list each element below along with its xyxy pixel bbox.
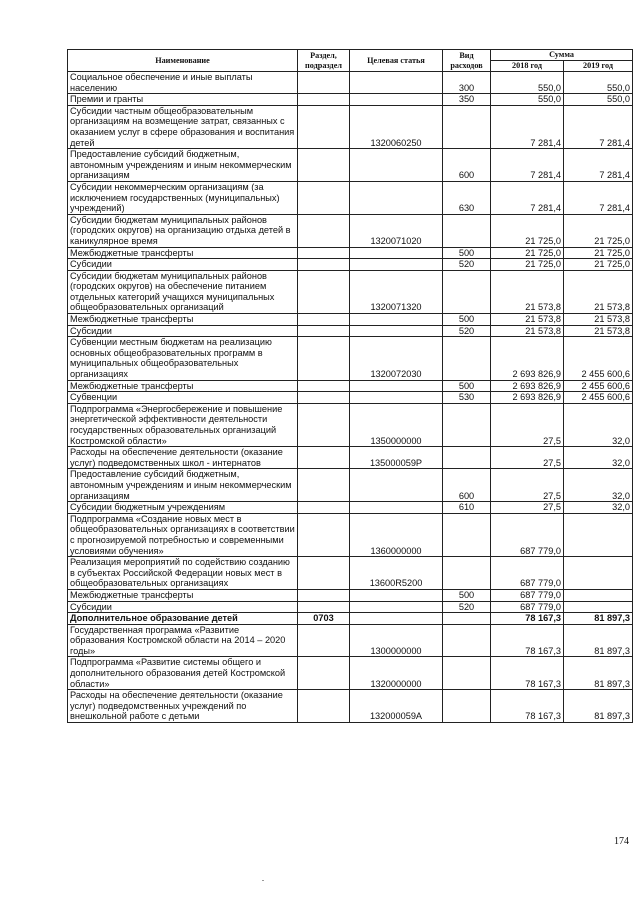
table-row [68, 447, 633, 469]
cell-type: 500 [443, 314, 491, 326]
cell-section [298, 447, 350, 469]
table-row [68, 469, 633, 502]
cell-article [350, 72, 443, 94]
table-row [68, 94, 633, 106]
table-row [68, 270, 633, 313]
cell-article: 132000059А [350, 690, 443, 723]
cell-2019: 32,0 [564, 469, 633, 502]
table-row [68, 105, 633, 148]
table-row [68, 624, 633, 657]
cell-article [350, 392, 443, 404]
cell-article: 135000059Р [350, 447, 443, 469]
table-row [68, 557, 633, 590]
cell-2018: 78 167,3 [491, 613, 564, 625]
cell-article [350, 469, 443, 502]
cell-section [298, 557, 350, 590]
cell-type: 600 [443, 149, 491, 182]
cell-2018: 21 573,8 [491, 270, 564, 313]
cell-section [298, 513, 350, 556]
cell-type: 500 [443, 247, 491, 259]
cell-type [443, 557, 491, 590]
header-type: Вид расходов [443, 50, 491, 72]
header-sum: Сумма [491, 50, 633, 61]
cell-2018: 687 779,0 [491, 589, 564, 601]
cell-2018: 78 167,3 [491, 624, 564, 657]
table-row [68, 589, 633, 601]
cell-2018: 21 573,8 [491, 325, 564, 337]
cell-2019: 21 573,8 [564, 325, 633, 337]
cell-name: Дополнительное образование детей [68, 613, 298, 625]
cell-name: Субсидии [68, 601, 298, 613]
cell-name: Субсидии бюджетным учреждениям [68, 502, 298, 514]
cell-type: 520 [443, 325, 491, 337]
cell-2019: 7 281,4 [564, 105, 633, 148]
cell-2018: 550,0 [491, 72, 564, 94]
cell-2018: 78 167,3 [491, 690, 564, 723]
table-row [68, 380, 633, 392]
cell-name: Государственная программа «Развитие образования Костромской области на 2014 – 2020 годы» [68, 624, 298, 657]
cell-2019: 21 725,0 [564, 214, 633, 247]
cell-section [298, 337, 350, 380]
header-article: Целевая статья [350, 50, 443, 72]
cell-2018: 27,5 [491, 502, 564, 514]
cell-article: 1360000000 [350, 513, 443, 556]
cell-name: Субсидии бюджетам муниципальных районов (городских округов) на обеспечение питанием отдельных категорий учащихся муниципальных общеобразовательных организаций [68, 270, 298, 313]
cell-section [298, 624, 350, 657]
cell-2019: 7 281,4 [564, 149, 633, 182]
cell-2019: 32,0 [564, 502, 633, 514]
cell-2019: 21 573,8 [564, 314, 633, 326]
cell-article [350, 502, 443, 514]
cell-2018: 21 725,0 [491, 247, 564, 259]
cell-name: Расходы на обеспечение деятельности (оказание услуг) подведомственных школ - интернатов [68, 447, 298, 469]
cell-article [350, 589, 443, 601]
table-row [68, 657, 633, 690]
cell-section [298, 601, 350, 613]
cell-2018: 687 779,0 [491, 557, 564, 590]
cell-type: 500 [443, 589, 491, 601]
cell-article: 1320072030 [350, 337, 443, 380]
cell-type: 520 [443, 259, 491, 271]
table-row [68, 314, 633, 326]
cell-article: 1320000000 [350, 657, 443, 690]
cell-section [298, 72, 350, 94]
cell-2019: 2 455 600,6 [564, 392, 633, 404]
cell-2018: 2 693 826,9 [491, 380, 564, 392]
cell-name: Межбюджетные трансферты [68, 380, 298, 392]
cell-article [350, 149, 443, 182]
header-name: Наименование [68, 50, 298, 72]
cell-article [350, 259, 443, 271]
cell-section [298, 589, 350, 601]
cell-section [298, 657, 350, 690]
cell-type: 520 [443, 601, 491, 613]
cell-name: Межбюджетные трансферты [68, 314, 298, 326]
cell-section [298, 314, 350, 326]
table-row [68, 325, 633, 337]
table-row [68, 613, 633, 625]
cell-section [298, 259, 350, 271]
cell-section [298, 403, 350, 446]
cell-type [443, 513, 491, 556]
cell-article: 1320071320 [350, 270, 443, 313]
cell-article [350, 181, 443, 214]
cell-section: 0703 [298, 613, 350, 625]
cell-section [298, 502, 350, 514]
cell-section [298, 469, 350, 502]
cell-2019: 2 455 600,6 [564, 337, 633, 380]
table-row [68, 337, 633, 380]
cell-2018: 21 725,0 [491, 214, 564, 247]
cell-2019 [564, 601, 633, 613]
cell-name: Предоставление субсидий бюджетным, автономным учреждениям и иным некоммерческим организациям [68, 149, 298, 182]
cell-section [298, 94, 350, 106]
cell-article: 1320060250 [350, 105, 443, 148]
cell-article: 13600R5200 [350, 557, 443, 590]
cell-type [443, 337, 491, 380]
cell-2019: 21 725,0 [564, 259, 633, 271]
cell-name: Реализация мероприятий по содействию созданию в субъектах Российской Федерации новых мест в общеобразовательных организациях [68, 557, 298, 590]
cell-type [443, 624, 491, 657]
cell-2018: 687 779,0 [491, 513, 564, 556]
table-row [68, 259, 633, 271]
cell-section [298, 181, 350, 214]
cell-type [443, 214, 491, 247]
cell-2018: 7 281,4 [491, 181, 564, 214]
cell-name: Подпрограмма «Развитие системы общего и дополнительного образования детей Костромской области» [68, 657, 298, 690]
table-row [68, 690, 633, 723]
cell-type [443, 270, 491, 313]
table-row [68, 502, 633, 514]
cell-2019: 7 281,4 [564, 181, 633, 214]
cell-2019: 21 573,8 [564, 270, 633, 313]
cell-2018: 21 725,0 [491, 259, 564, 271]
cell-type [443, 613, 491, 625]
cell-article [350, 247, 443, 259]
cell-name: Субвенции местным бюджетам на реализацию основных общеобразовательных программ в муниципальных общеобразовательных организациях [68, 337, 298, 380]
cell-2019: 550,0 [564, 72, 633, 94]
cell-2018: 2 693 826,9 [491, 337, 564, 380]
table-row [68, 214, 633, 247]
cell-article [350, 613, 443, 625]
table-row [68, 247, 633, 259]
table-row [68, 149, 633, 182]
cell-2019 [564, 589, 633, 601]
cell-article [350, 325, 443, 337]
cell-2019: 550,0 [564, 94, 633, 106]
cell-2019: 32,0 [564, 403, 633, 446]
cell-2018: 687 779,0 [491, 601, 564, 613]
cell-2019: 81 897,3 [564, 613, 633, 625]
cell-name: Подпрограмма «Создание новых мест в общеобразовательных организациях в соответствии с прогнозируемой потребностью и современными условиями обучения» [68, 513, 298, 556]
table-row [68, 72, 633, 94]
cell-2019 [564, 513, 633, 556]
cell-name: Подпрограмма «Энергосбережение и повышение энергетической эффективности деятельности государственных образовательных организаций Костромской области» [68, 403, 298, 446]
cell-section [298, 325, 350, 337]
cell-type [443, 690, 491, 723]
cell-name: Межбюджетные трансферты [68, 247, 298, 259]
cell-2019: 21 725,0 [564, 247, 633, 259]
cell-2019: 81 897,3 [564, 624, 633, 657]
cell-name: Субсидии [68, 325, 298, 337]
table-row [68, 513, 633, 556]
cell-name: Расходы на обеспечение деятельности (оказание услуг) подведомственных учреждений по внешкольной работе с детьми [68, 690, 298, 723]
cell-2018: 550,0 [491, 94, 564, 106]
cell-type [443, 447, 491, 469]
cell-article [350, 601, 443, 613]
cell-type: 350 [443, 94, 491, 106]
cell-2018: 27,5 [491, 469, 564, 502]
table-row [68, 392, 633, 404]
cell-name: Субвенции [68, 392, 298, 404]
cell-type [443, 403, 491, 446]
cell-type [443, 657, 491, 690]
cell-2018: 21 573,8 [491, 314, 564, 326]
cell-2019: 81 897,3 [564, 657, 633, 690]
cell-name: Социальное обеспечение и иные выплаты населению [68, 72, 298, 94]
cell-name: Межбюджетные трансферты [68, 589, 298, 601]
cell-2018: 27,5 [491, 447, 564, 469]
cell-type: 300 [443, 72, 491, 94]
cell-2019: 81 897,3 [564, 690, 633, 723]
budget-table [67, 49, 633, 723]
cell-type: 600 [443, 469, 491, 502]
cell-type: 500 [443, 380, 491, 392]
cell-name: Субсидии частным общеобразовательным организациям на возмещение затрат, связанных с оказанием услуг в сфере образования и воспитания детей [68, 105, 298, 148]
cell-2019: 32,0 [564, 447, 633, 469]
table-row [68, 181, 633, 214]
cell-type: 610 [443, 502, 491, 514]
cell-name: Предоставление субсидий бюджетным, автономным учреждениям и иным некоммерческим организациям [68, 469, 298, 502]
cell-article: 1320071020 [350, 214, 443, 247]
cell-article: 1350000000 [350, 403, 443, 446]
cell-type: 530 [443, 392, 491, 404]
cell-2019 [564, 557, 633, 590]
table-row [68, 403, 633, 446]
cell-section [298, 690, 350, 723]
header-year-2018: 2018 год [491, 61, 564, 72]
cell-2019: 2 455 600,6 [564, 380, 633, 392]
cell-2018: 27,5 [491, 403, 564, 446]
cell-section [298, 149, 350, 182]
table-row [68, 601, 633, 613]
cell-section [298, 380, 350, 392]
cell-2018: 78 167,3 [491, 657, 564, 690]
cell-article: 1300000000 [350, 624, 443, 657]
cell-article [350, 380, 443, 392]
cell-section [298, 105, 350, 148]
cell-type [443, 105, 491, 148]
cell-2018: 7 281,4 [491, 149, 564, 182]
scan-speck [262, 880, 264, 881]
cell-2018: 2 693 826,9 [491, 392, 564, 404]
cell-2018: 7 281,4 [491, 105, 564, 148]
cell-section [298, 392, 350, 404]
cell-article [350, 314, 443, 326]
cell-section [298, 214, 350, 247]
table-body [68, 72, 633, 723]
cell-name: Субсидии [68, 259, 298, 271]
cell-name: Субсидии некоммерческим организациям (за исключением государственных (муниципальных) учреждений) [68, 181, 298, 214]
header-year-2019: 2019 год [564, 61, 633, 72]
cell-name: Премии и гранты [68, 94, 298, 106]
header-section: Раздел, подраздел [298, 50, 350, 72]
cell-section [298, 247, 350, 259]
cell-name: Субсидии бюджетам муниципальных районов (городских округов) на организацию отдыха детей в каникулярное время [68, 214, 298, 247]
cell-section [298, 270, 350, 313]
table-header [68, 50, 633, 72]
cell-type: 630 [443, 181, 491, 214]
cell-article [350, 94, 443, 106]
page-number: 174 [614, 836, 629, 847]
